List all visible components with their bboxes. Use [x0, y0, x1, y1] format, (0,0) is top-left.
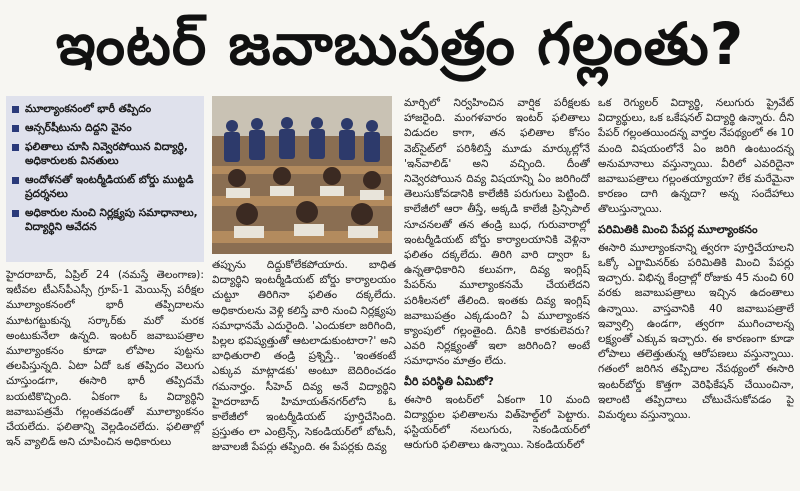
article-paragraph: ఈసారి ఇంటర్‌లో ఏకంగా 10 మంది విద్యార్థుల ఫలితాలను విత్‌హెల్డ్‌లో పెట్టారు. ఫస్టియర్‌లో నలుగురు, సెకండియర్‌లో ఆరుగురి ఫలితాలు ఉన్నాయి. సెకండియర్‌లో [404, 393, 590, 452]
square-bullet-icon [12, 125, 19, 132]
article-paragraph: మార్చిలో నిర్వహించిన వార్షిక పరీక్షలకు హాజరైంది. మంగళవారం ఇంటర్ ఫలితాలు విడుదల కాగా, తన ఫలితాల కోసం వెబ్‌సైట్‌లో పరిశీలిస్తే మూడు మార్కుల్లోనే 'ఇన్‌వాలిడ్' అని వచ్చింది. దీంతో నివ్వెరపోయిన దివ్య విషయాన్ని ఏం జరిగిందో తెలుసుకోవడానికి కాలేజీకి పరుగులు పెట్టింది. కాలేజీలో ఆరా తీస్తే, అక్కడి కాలేజీ ప్రిన్సిపాల్ సూచనలతో తన తండ్రి బుధ, గురువారాల్లో ఇంటర్మీడియట్ బోర్డు కార్యాలయానికి వెళ్లినా ఫలితం దక్కలేదు. తిరిగి వారి ద్వారా ఓ ఉన్నతాధికారిని కలువగా, దివ్య ఇంగ్లిష్ పేపర్‌ను మూల్యాంకనమే చేయలేదని పరిశీలనలో తేలింది. ఇంతకు దివ్య ఇంగ్లిష్ జవాబుపత్రం ఎక్కడుంది? ఏ మూల్యాంకన క్యాంపులో గల్లంతైంది. దీనికి కారకులెవరు? ఎవరి నిర్లక్ష్యంతో ఇలా జరిగింది? అంటే సమాధానం మాత్రం లేదు. [404, 97, 590, 368]
highlights-box [6, 96, 204, 262]
highlight-item: అధికారుల నుంచి నిర్లక్ష్యపు సమాధానాలు, విద్యార్థిని ఆవేదన [12, 206, 198, 234]
article-column-1 [6, 268, 204, 490]
article-paragraph: ఈసారి మూల్యాంకనాన్ని త్వరగా పూర్తిచేయాలని ఒక్కో ఎగ్జామినర్‌కు పరిమితికి మించి పేపర్లు ఇచ్చారు. విభిన్న కేంద్రాల్లో రోజుకు 45 నుంచి 60 వరకు జవాబుపత్రాలు ఇచ్చిన ఉదంతాలు ఉన్నాయి. వాస్తవానికి 40 జవాబుపత్రాలే ఇవ్వాల్సి ఉండగా, త్వరగా ముగించాలన్న లక్ష్యంతో ఎక్కువ ఇచ్చారు. ఈ కారణంగా కూడా లోపాలు తలెత్తుతున్న ఆరోపణలు వస్తున్నాయి. గతంలో జరిగిన తప్పిదాల నేపథ్యంలో ఈసారి ఇంటర్‌బోర్డు కొత్తగా వెరిఫికేషన్ చేయించినా, ఇలాంటి తప్పిదాలు చోటుచేసుకోవడం పై విమర్శలు వస్తున్నాయి. [598, 241, 794, 422]
article-paragraph: ఒక రెగ్యులర్ విద్యార్థి, నలుగురు ప్రైవేట్ విద్యార్థులు, ఒక ఒకేషనల్ విద్యార్థి ఉన్నారు. దీని పేపర్ గల్లంతయిందన్న వార్తల నేపథ్యంలో ఈ 10 మంది విషయంలోనే ఏం జరిగి ఉంటుందన్న అనుమానాలు వస్తున్నాయి. వీరిలో ఎవరిదైనా జవాబుపత్రాలు గల్లంతయ్యాయా? లేక మరేమైనా కారణం దాగి ఉన్నదా? అన్న సందేహాలు తొలుస్తున్నాయి. [598, 97, 794, 216]
headline: ఇంటర్ జవాబుపత్రం గల్లంతు? [55, 10, 745, 78]
square-bullet-icon [12, 144, 19, 151]
article-paragraph: హైదరాబాద్, ఏప్రిల్ 24 (నమస్తే తెలంగాణ): ఇటీవల టీఎస్‌పీఎస్సీ గ్రూప్-1 మెయిన్స్ పరీక్షల మూల్యాంకనంలో భారీ తప్పిదాలను మూటగట్టుకున్న సర్కార్‌కు మరో మరక అంటుకునేలా ఉన్నది. ఇంటర్ జవాబుపత్రాల మూల్యాంకనం కూడా లోపాల పుట్టను తలపిస్తున్నది. ఏటా ఏదో ఒక తప్పిదం వెలుగు చూస్తుండగా, ఈసారి భారీ తప్పిదమే బయటికొచ్చింది. ఏకంగా ఓ విద్యార్థిని జవాబుపత్రమే గల్లంతవడంతో మూల్యాంకనం చేయలేదు. ఫలితాన్ని వెల్లడించలేదు. ఫలితాల్లో ఇన్ వ్యాలిడ్ అని చూపించిన అధికారులు [6, 269, 204, 449]
article-column-4 [598, 96, 794, 491]
square-bullet-icon [12, 106, 19, 113]
article-column-2 [212, 258, 396, 490]
exam-hall-photo [212, 96, 392, 254]
highlight-item: మూల్యాంకనంలో భారీ తప్పిదం [12, 102, 198, 116]
highlight-item: ఆందోళనతో ఇంటర్మీడియట్ బోర్డు ముట్టడి ప్రదర్శనలు [12, 173, 198, 201]
highlight-item: ఫలితాలు చూసి నివ్వెరపోయిన విద్యార్థి, అధికారులకు వినతులు [12, 140, 198, 168]
highlight-item: ఆన్సర్‌షీటును దిద్దని వైనం [12, 121, 198, 135]
square-bullet-icon [12, 210, 19, 217]
subheading: వీరి పరిస్థితి ఏమిటో? [404, 374, 494, 388]
article-column-3 [404, 96, 590, 491]
article-paragraph: తప్పును దిద్దుకోలేకపోయారు. బాధిత విద్యార్థిని ఇంటర్మీడియట్ బోర్డు కార్యాలయం చుట్టూ తిరిగినా ఫలితం దక్కలేదు. అధికారులను వెళ్లి కలిస్తే వారి నుంచి నిర్లక్ష్యపు సమాధానమే ఎదురైంది. 'ఎందుకలా జరిగింది, పిల్లల భవిష్యత్తుతో ఆటలాడుకుంటారా?' అని బాధితురాలి తండ్రి ప్రశ్నిస్తే.. 'ఇంతకంటే ఎక్కువ మాట్లాడకు' అంటూ బెదిరించడం గమనార్హం. సీహెచ్ దివ్య అనే విద్యార్థిని హైదరాబాద్ హిమాయత్‌నగర్‌లోని ఓ కాలేజీలో ఇంటర్మీడియట్ పూర్తిచేసింది. ప్రస్తుతం లా ఎంట్రెన్స్, సెకండియర్‌లో బోటనీ, జువాలజీ పేపర్లు తప్పింది. ఈ పేపర్లకు దివ్య [212, 259, 396, 454]
square-bullet-icon [12, 177, 19, 184]
subheading: పరిమితికి మించి పేపర్ల మూల్యాంకనం [598, 222, 758, 236]
